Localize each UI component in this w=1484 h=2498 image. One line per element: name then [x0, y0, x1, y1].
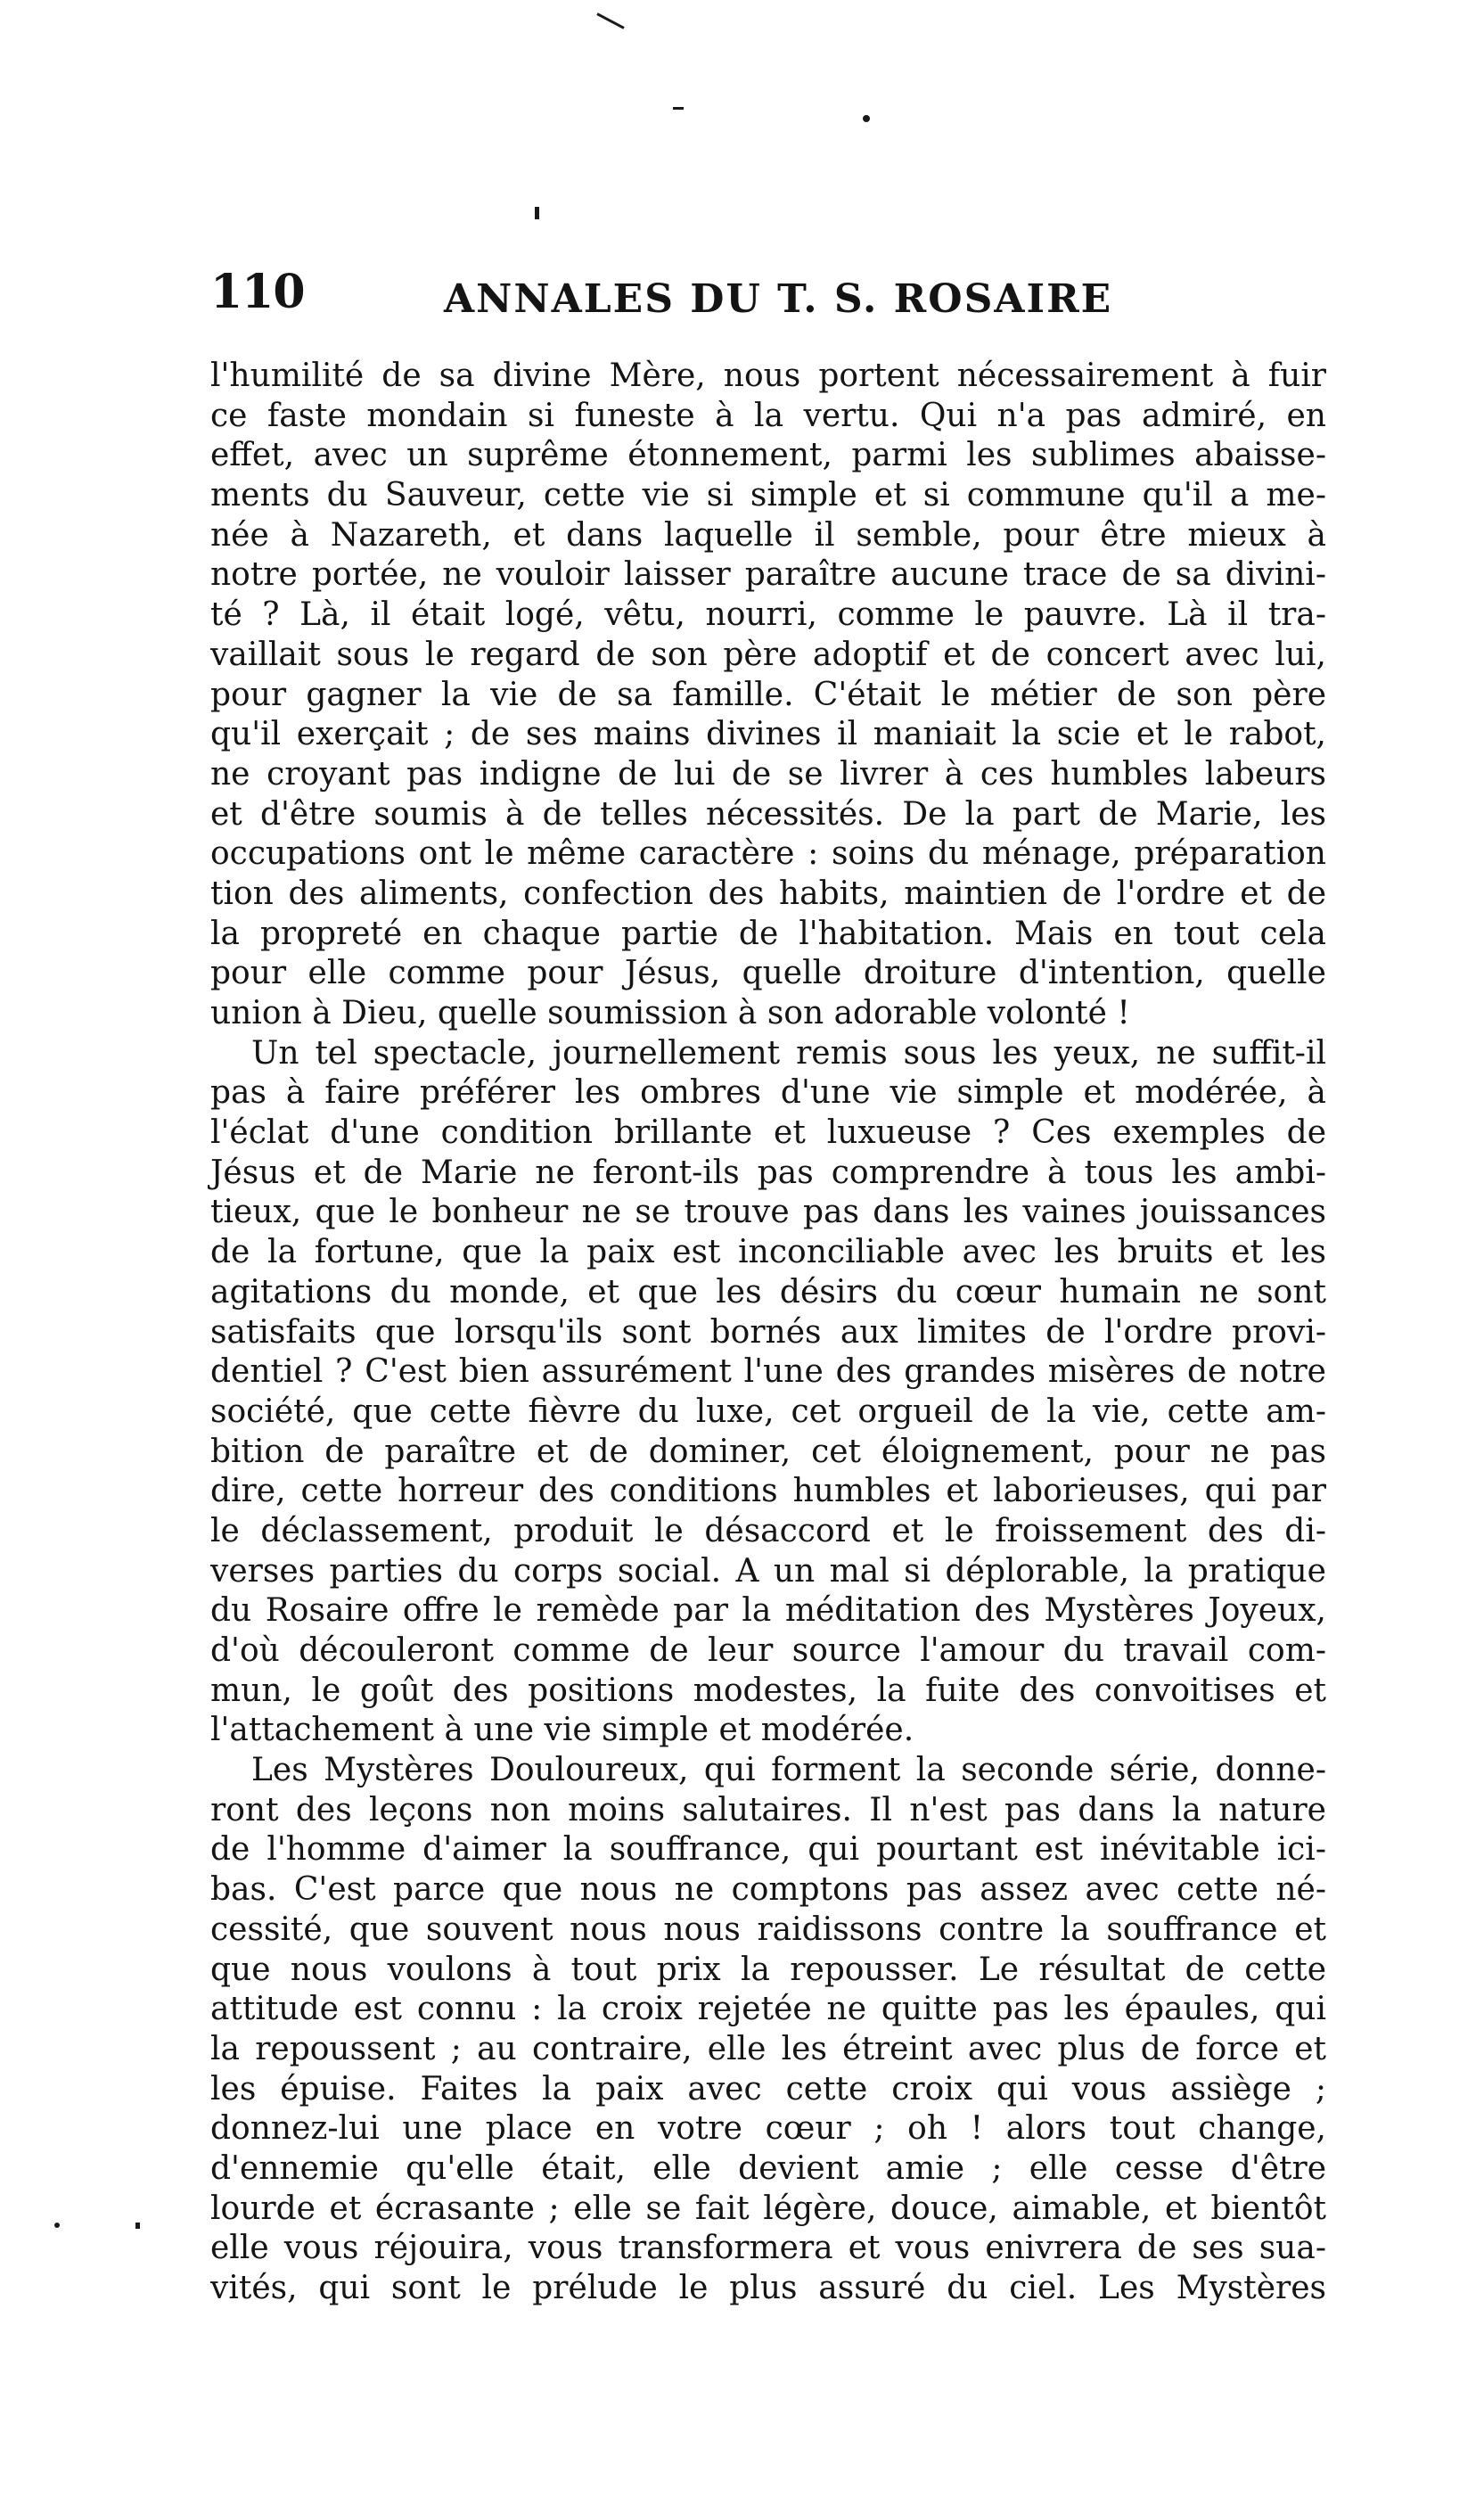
- ink-speck: [596, 12, 624, 29]
- text-line: pour gagner la vie de sa famille. C'était le métier de son père: [210, 676, 1326, 713]
- text-line: cessité, que souvent nous nous raidissons contre la souffrance et: [210, 1910, 1326, 1948]
- text-line: le déclassement, produit le désaccord et le froissement des di-: [210, 1512, 1326, 1549]
- text-line: agitations du monde, et que les désirs du cœur humain ne sont: [210, 1273, 1326, 1311]
- text-line: vités, qui sont le prélude le plus assuré du ciel. Les Mystères: [210, 2270, 1326, 2306]
- page-header: [210, 252, 1324, 333]
- text-line: de l'homme d'aimer la souffrance, qui pourtant est inévitable ici-: [210, 1831, 1326, 1869]
- text-line: té ? Là, il était logé, vêtu, nourri, comme le pauvre. Là il tra-: [210, 596, 1326, 634]
- body-text: [210, 357, 1326, 2309]
- text-line: donnez-lui une place en votre cœur ; oh ! alors tout change,: [210, 2110, 1326, 2148]
- paragraph-2: [210, 1034, 1326, 1751]
- text-line: société, que cette fièvre du luxe, cet orgueil de la vie, cette am-: [210, 1393, 1326, 1430]
- text-line: d'ennemie qu'elle était, elle devient amie ; elle cesse d'être: [210, 2149, 1326, 2187]
- text-line: la propreté en chaque partie de l'habitation. Mais en tout cela: [210, 915, 1326, 952]
- text-line: ce faste mondain si funeste à la vertu. Qui n'a pas admiré, en: [210, 397, 1326, 434]
- text-line: Un tel spectacle, journellement remis sous les yeux, ne suffit-il: [251, 1034, 1326, 1072]
- text-line: mun, le goût des positions modestes, la fuite des convoitises et: [210, 1672, 1326, 1709]
- text-line: satisfaits que lorsqu'ils sont bornés aux limites de l'ordre provi-: [210, 1313, 1326, 1351]
- text-line: ront des leçons non moins salutaires. Il n'est pas dans la nature: [210, 1791, 1326, 1828]
- text-line: union à Dieu, quelle soumission à son adorable volonté !: [210, 995, 1130, 1031]
- text-line: du Rosaire offre le remède par la méditation des Mystères Joyeux,: [210, 1592, 1326, 1630]
- ink-speck: [863, 115, 870, 122]
- text-line: bas. C'est parce que nous ne comptons pas assez avec cette né-: [210, 1871, 1326, 1909]
- text-line: pas à faire préférer les ombres d'une vie simple et modérée, à: [210, 1074, 1326, 1112]
- text-line: lourde et écrasante ; elle se fait légère, douce, aimable, et bientôt: [210, 2190, 1326, 2227]
- running-title: ANNALES DU T. S. ROSAIRE: [444, 276, 1113, 322]
- text-line: de la fortune, que la paix est inconciliable avec les bruits et les: [210, 1234, 1326, 1271]
- ink-speck: [673, 107, 684, 110]
- text-line: attitude est connu : la croix rejetée ne quitte pas les épaules, qui: [210, 1991, 1326, 2028]
- text-line: pour elle comme pour Jésus, quelle droiture d'intention, quelle: [210, 955, 1326, 992]
- text-line: vaillait sous le regard de son père adoptif et de concert avec lui,: [210, 636, 1326, 673]
- text-line: ments du Sauveur, cette vie si simple et si commune qu'il a me-: [210, 477, 1326, 514]
- ink-speck: [54, 2223, 60, 2228]
- text-line: d'où découleront comme de leur source l'amour du travail com-: [210, 1632, 1326, 1669]
- text-line: Les Mystères Douloureux, qui forment la seconde série, donne-: [251, 1752, 1326, 1789]
- text-line: tion des aliments, confection des habits, maintien de l'ordre et de: [210, 875, 1326, 912]
- text-line: l'éclat d'une condition brillante et luxueuse ? Ces exemples de: [210, 1114, 1326, 1152]
- text-line: l'humilité de sa divine Mère, nous portent nécessairement à fuir: [210, 357, 1326, 394]
- text-line: les épuise. Faites la paix avec cette croix qui vous assiège ;: [210, 2070, 1326, 2108]
- text-line: bition de paraître et de dominer, cet éloignement, pour ne pas: [210, 1433, 1326, 1470]
- text-line: verses parties du corps social. A un mal si déplorable, la pratique: [210, 1552, 1326, 1590]
- text-line: Jésus et de Marie ne feront-ils pas comprendre à tous les ambi-: [210, 1154, 1326, 1191]
- ink-speck: [535, 207, 539, 219]
- ink-speck: [135, 2223, 140, 2229]
- text-line: que nous voulons à tout prix la repousser. Le résultat de cette: [210, 1951, 1326, 1988]
- text-line: occupations ont le même caractère : soins du ménage, préparation: [210, 835, 1326, 873]
- text-line: qu'il exerçait ; de ses mains divines il maniait la scie et le rabot,: [210, 716, 1326, 753]
- paragraph-1: [210, 357, 1326, 1034]
- text-line: dire, cette horreur des conditions humbles et laborieuses, qui par: [210, 1473, 1326, 1510]
- text-line: l'attachement à une vie simple et modérée.: [210, 1712, 914, 1749]
- paragraph-3: [210, 1751, 1326, 2309]
- text-line: dentiel ? C'est bien assurément l'une des grandes misères de notre: [210, 1353, 1326, 1391]
- text-line: et d'être soumis à de telles nécessités. De la part de Marie, les: [210, 795, 1326, 833]
- text-line: notre portée, ne vouloir laisser paraître aucune trace de sa divini-: [210, 556, 1326, 594]
- text-line: tieux, que le bonheur ne se trouve pas dans les vaines jouissances: [210, 1194, 1326, 1231]
- text-line: ne croyant pas indigne de lui de se livrer à ces humbles labeurs: [210, 755, 1326, 793]
- text-line: née à Nazareth, et dans laquelle il semble, pour être mieux à: [210, 516, 1326, 554]
- text-line: elle vous réjouira, vous transformera et vous enivrera de ses sua-: [210, 2230, 1326, 2267]
- text-line: la repoussent ; au contraire, elle les étreint avec plus de force et: [210, 2030, 1326, 2067]
- text-line: effet, avec un suprême étonnement, parmi les sublimes abaisse-: [210, 437, 1326, 474]
- page-number: 110: [210, 265, 305, 319]
